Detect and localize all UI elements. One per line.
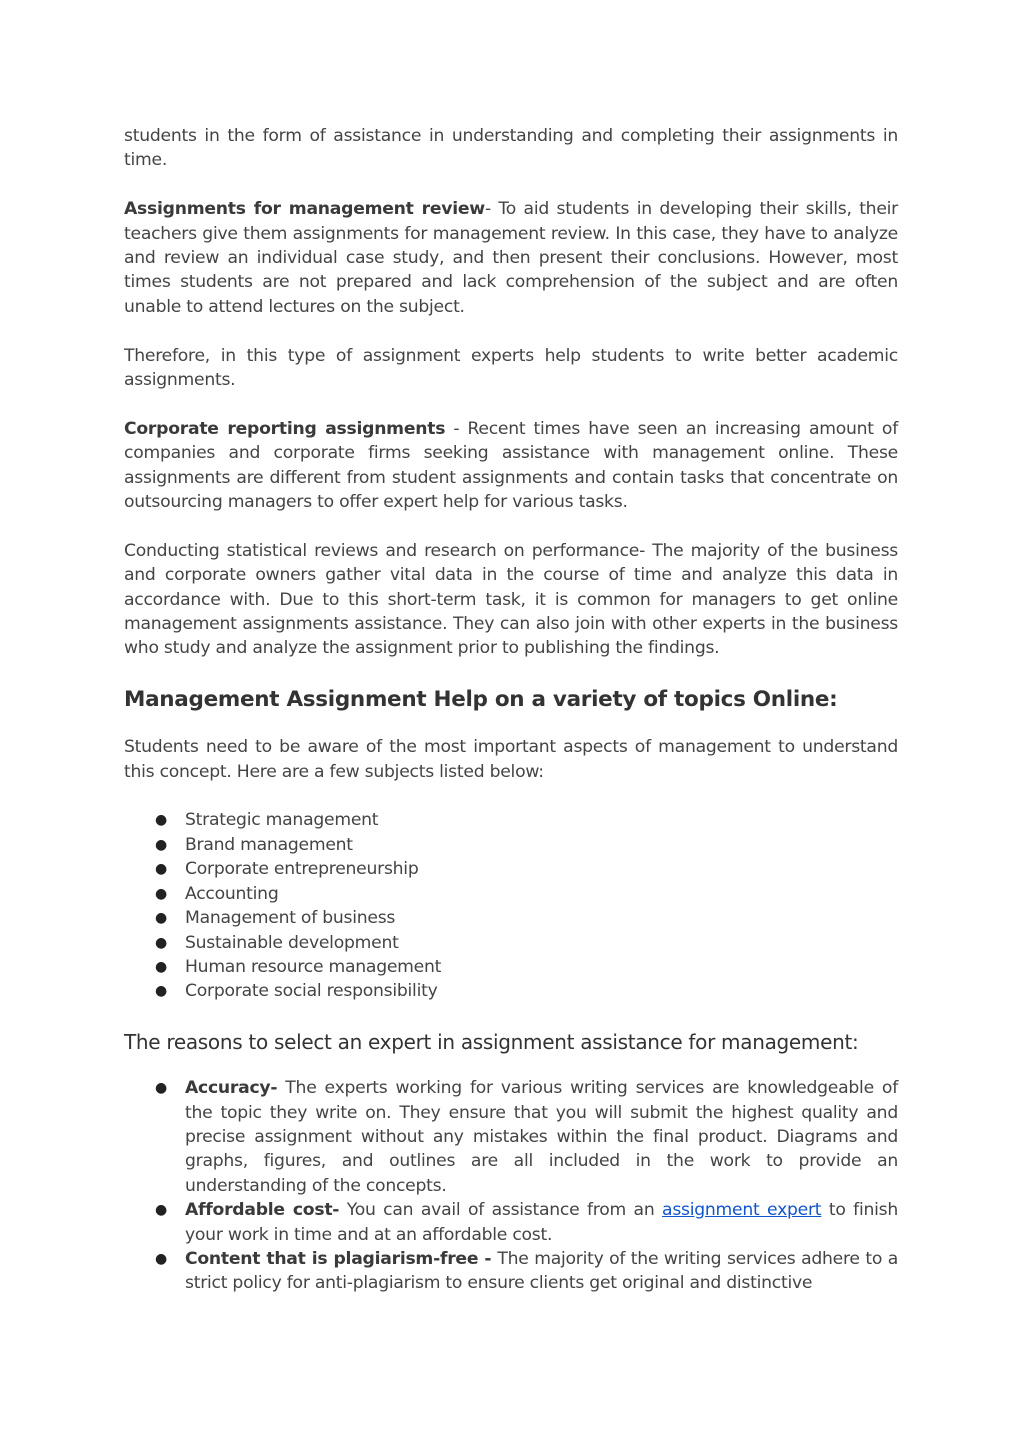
list-item-label: Strategic management — [185, 810, 379, 831]
bullet-icon: ● — [155, 836, 167, 853]
management-review-title: Assignments for management review — [124, 199, 485, 220]
corporate-reporting-body: - Recent times have seen an increasing amount of companies and corporate firms seeking assistance with management online. These assignments are different from student assignments and contain tasks that concentrate on outsourcing managers to offer expert help for various tasks. — [124, 418, 898, 513]
reasons-list — [124, 1076, 898, 1296]
bullet-icon: ● — [155, 1250, 167, 1267]
reason-accuracy-body: The experts working for various writing services are knowledgeable of the topic they write on. They ensure that you will submit the highest quality and precise assignment without any mistakes within the final product. Diagrams and graphs, figures, and outlines are all included in the work to provide an understanding of the concepts. — [185, 1078, 898, 1196]
topics-heading: Management Assignment Help on a variety of topics Online: — [124, 687, 838, 713]
bullet-icon: ● — [155, 885, 167, 902]
corporate-reporting-paragraph — [124, 417, 898, 515]
list-item — [124, 906, 898, 930]
list-item-label: Human resource management — [185, 956, 442, 977]
list-item-label: Brand management — [185, 834, 353, 855]
topics-list — [124, 808, 898, 1003]
list-item-label: Corporate entrepreneurship — [185, 859, 419, 880]
bullet-icon: ● — [155, 812, 167, 829]
reason-accuracy — [124, 1076, 898, 1198]
conducting-paragraph: Conducting statistical reviews and research on performance- The majority of the business and corporate owners gather vital data in the course of time and analyze this data in accordance with. Due to this short-term task, it is common for managers to get online management assignments assistance. They can also join with other experts in the business who study and analyze the assignment prior to publishing the findings. — [124, 540, 898, 659]
assignment-expert-link[interactable]: assignment expert — [662, 1200, 822, 1221]
list-item-label: Management of business — [185, 908, 396, 929]
bullet-icon: ● — [155, 958, 167, 975]
list-item — [124, 882, 898, 906]
topics-intro-paragraph: Students need to be aware of the most important aspects of management to understand this concept. Here are a few subjects listed below: — [124, 737, 898, 782]
management-review-paragraph — [124, 197, 898, 319]
therefore-paragraph: Therefore, in this type of assignment experts help students to write better academic assignments. — [124, 345, 898, 391]
list-item-label: Accounting — [185, 883, 279, 904]
list-item — [124, 931, 898, 955]
reason-plagiarism-title: Content that is plagiarism-free - — [185, 1248, 498, 1269]
bullet-icon: ● — [155, 983, 167, 1000]
reason-affordable-before: You can avail of assistance from an — [339, 1200, 663, 1221]
list-item-label: Sustainable development — [185, 932, 399, 953]
bullet-icon: ● — [155, 934, 167, 951]
list-item — [124, 808, 898, 832]
corporate-reporting-title: Corporate reporting assignments — [124, 418, 446, 439]
list-item — [124, 857, 898, 881]
reason-affordable — [124, 1198, 898, 1247]
reason-accuracy-title: Accuracy- — [185, 1078, 278, 1099]
list-item — [124, 955, 898, 979]
list-item — [124, 979, 898, 1003]
document-page — [124, 124, 898, 1320]
reasons-heading: The reasons to select an expert in assignment assistance for management: — [124, 1030, 859, 1055]
bullet-icon: ● — [155, 1202, 167, 1219]
bullet-icon: ● — [155, 910, 167, 927]
list-item-label: Corporate social responsibility — [185, 981, 438, 1002]
bullet-icon: ● — [155, 861, 167, 878]
reason-affordable-title: Affordable cost- — [185, 1200, 340, 1221]
reason-affordable-after: to finish your work in time and at an affordable cost. — [185, 1200, 899, 1245]
reason-plagiarism — [124, 1247, 898, 1296]
management-review-body: - To aid students in developing their skills, their teachers give them assignments for management review. In this case, they have to analyze and review an individual case study, and then present their conclusions. However, most times students are not prepared and lack comprehension of the subject and are often unable to attend lectures on the subject. — [124, 199, 898, 317]
list-item — [124, 833, 898, 857]
bullet-icon: ● — [155, 1080, 167, 1097]
intro-paragraph: students in the form of assistance in understanding and completing their assignments in time. — [124, 126, 898, 171]
reason-plagiarism-body: The majority of the writing services adhere to a strict policy for anti-plagiarism to ensure clients get original and distinctive — [185, 1248, 898, 1294]
